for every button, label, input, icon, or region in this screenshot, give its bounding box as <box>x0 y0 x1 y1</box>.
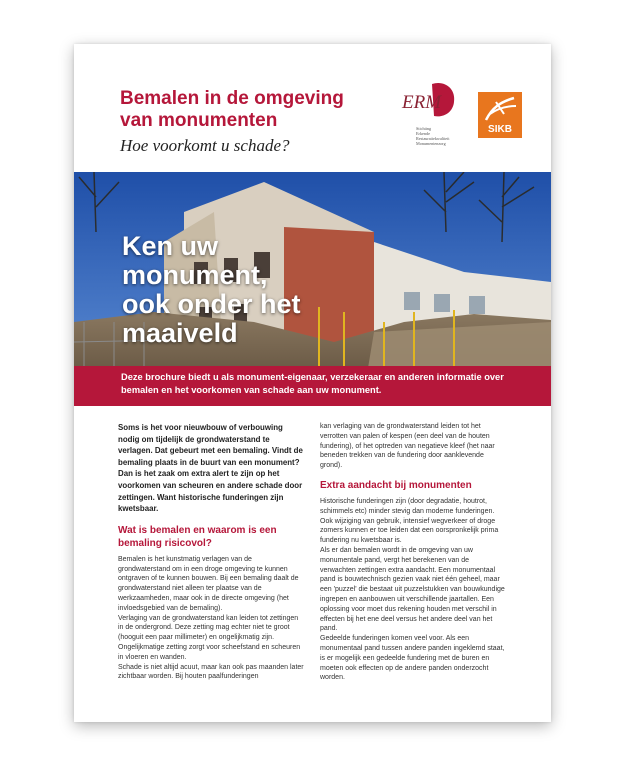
body-paragraph: Als er dan bemalen wordt in de omgeving van uw monumentale pand, vergt het berekenen van de verwachten zettingen extra aandacht. Een monumentaal pand is bouwtechnisch gezien vaak niet één geheel, maar een 'puzzel' die bestaat uit puzzelstukken van bouwkundige ingrepen en aanbouwen uit verschillende jaartallen. Een oplossing voor moet dus rekening houden met verschil in effecten bij het ene deel versus het andere deel van het pand. <box>320 546 505 633</box>
hero-headline <box>122 232 302 348</box>
erm-logo-line: Restauratiekwaliteit <box>416 136 450 141</box>
body-paragraph: Bemalen is het kunstmatig verlagen van de grondwaterstand om in een droge omgeving te kunnen ontgraven of te kunnen bouwen. Bij een bemaling daalt de grondwaterstand niet alleen ter plaatse van de werkzaamheden, maar ook in de directe omgeving (het invloedsgebied van de bemaling). <box>118 555 299 612</box>
body-paragraph: Historische funderingen zijn (door degradatie, houtrot, schimmels etc) minder stevig dan moderne funderingen. Ook wijziging van gebruik, intensief wegverkeer of droge zomers kunnen er toe leiden dat een oorspronkelijk prima fundering nu kwetsbaar is. <box>320 497 499 545</box>
intro-banner <box>74 366 551 406</box>
brochure-page <box>74 44 551 722</box>
intro-banner-text: Deze brochure biedt u als monument-eigenaar, verzekeraar en anderen informatie over bemalen en het voorkomen van schade aan uw monument. <box>121 372 504 395</box>
hero-headline-text: Ken uw monument, ook onder het maaiveld <box>122 231 301 348</box>
body-paragraph: Verlaging van de grondwaterstand kan leiden tot zettingen in de ondergrond. Deze zetting mag echter niet te groot (hooguit een paar millimeter) en ongelijkmatig zijn. Ongelijkmatige zetting zorgt voor scheefstand en scheuren in vloeren en wanden. <box>118 614 301 661</box>
erm-logo-text <box>416 126 486 146</box>
erm-logo <box>398 78 468 148</box>
body-paragraph: Gedeelde funderingen komen veel voor. Als een monumentaal pand tussen andere panden ingeklemd staat, is er mogelijk een gedeelde fundering met de buren en moeten ook effecten op de andere panden onderzocht worden. <box>320 635 505 682</box>
body-paragraph: Schade is niet altijd acuut, maar kan ook pas maanden later zichtbaar worden. Bij houten paalfunderingen <box>118 663 304 681</box>
brochure-subtitle: Hoe voorkomt u schade? <box>120 136 290 155</box>
sikb-logo <box>478 92 522 138</box>
text-column-left <box>118 422 304 682</box>
body-paragraph: kan verlaging van de grondwaterstand leiden tot het verrotten van palen of kespen (een deel van de houten fundering), of het optreden van negatieve kleef (het naar beneden trekken van de fundering door aanklevende grond). <box>320 423 495 470</box>
section-heading-monumenten: Extra aandacht bij monumenten <box>320 479 472 491</box>
erm-logo-line: Stichting <box>416 126 432 131</box>
erm-logo-line: Monumentenzorg <box>416 141 446 146</box>
hero-photo <box>74 172 551 392</box>
brochure-title: Bemalen in de omgeving van monumenten <box>120 88 344 131</box>
sikb-logo-label: SIKB <box>488 124 512 135</box>
erm-logo-letters: ERM <box>402 92 442 113</box>
sikb-logo-mark <box>478 94 522 124</box>
section-heading-bemalen: Wat is bemalen en waarom is een bemaling risicovol? <box>118 524 277 549</box>
lead-paragraph: Soms is het voor nieuwbouw of verbouwing nodig om tijdelijk de grondwaterstand te verlagen. Dat gebeurt met een bemaling. Vindt de bemaling plaats in de buurt van een monument? Dan is het zaak om extra alert te zijn op het voorkomen van scheuren en andere schade door zettingen. Want historische funderingen zijn kwetsbaar. <box>118 423 303 514</box>
text-column-right <box>320 422 506 683</box>
erm-logo-line: Erkende <box>416 131 430 136</box>
